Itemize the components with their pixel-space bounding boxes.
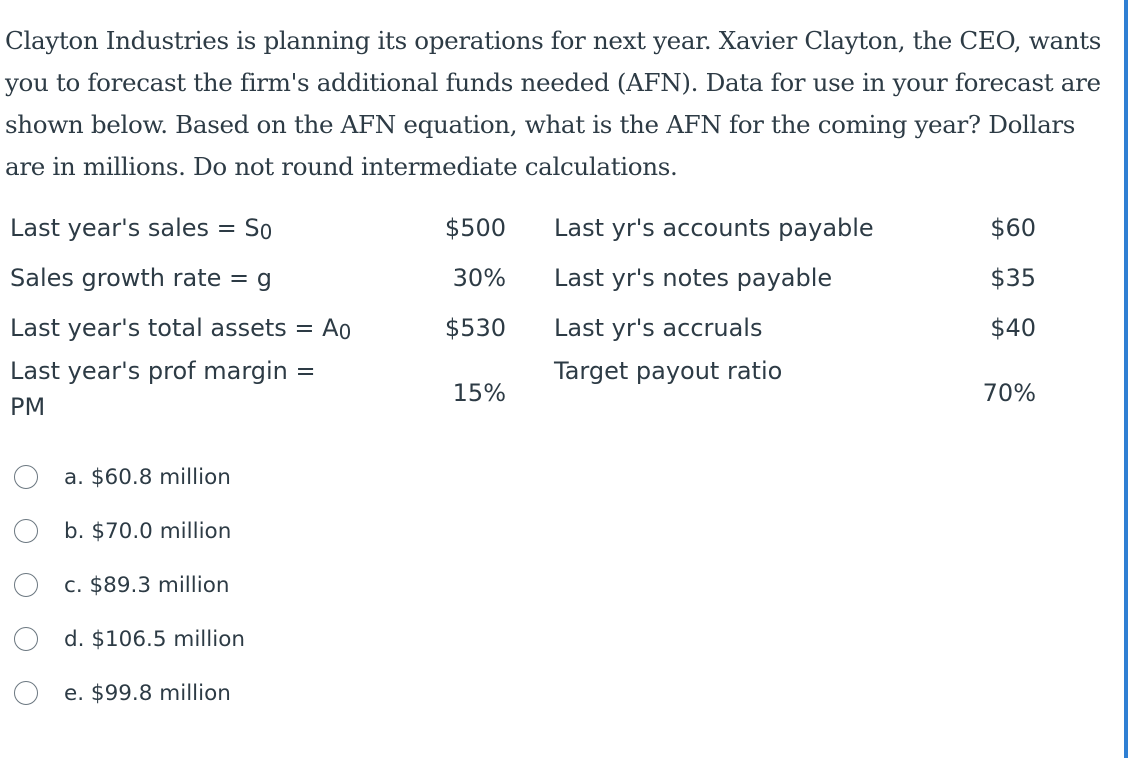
scroll-accent-bar (1124, 0, 1128, 758)
answer-option-c[interactable] (14, 558, 245, 612)
table-label: Last yr's accruals (554, 314, 763, 342)
table-label: Last year's prof margin = PM (10, 357, 316, 421)
radio-button[interactable] (14, 519, 38, 543)
table-value: $530 (444, 314, 506, 342)
table-row (0, 203, 1036, 253)
option-label: c. $89.3 million (64, 572, 230, 598)
radio-button[interactable] (14, 681, 38, 705)
answer-option-b[interactable] (14, 504, 245, 558)
table-value: 30% (452, 264, 506, 292)
table-label: Last yr's notes payable (554, 264, 833, 292)
table-row (0, 303, 1036, 353)
table-label: Sales growth rate = g (10, 264, 272, 292)
question-text: Clayton Industries is planning its operations for next year. Xavier Clayton, the CEO, wants you to forecast the firm's additional funds needed (AFN). Data for use in your forecast are shown below. Based on the AFN equation, what is the AFN for the coming year? Dollars are in millions. Do not round intermediate calculations. (5, 26, 1102, 181)
subscript: 0 (338, 319, 352, 344)
data-table (0, 203, 1036, 433)
answer-options (14, 450, 245, 720)
option-label: a. $60.8 million (64, 464, 231, 490)
table-value: $40 (990, 314, 1036, 342)
option-label: e. $99.8 million (64, 680, 231, 706)
table-label: Target payout ratio (554, 357, 783, 385)
table-label: Last yr's accounts payable (554, 214, 874, 242)
radio-button[interactable] (14, 627, 38, 651)
table-label: Last year's sales = S0 (10, 213, 273, 244)
radio-button[interactable] (14, 573, 38, 597)
radio-button[interactable] (14, 465, 38, 489)
answer-option-d[interactable] (14, 612, 245, 666)
table-row (0, 253, 1036, 303)
table-row (0, 353, 1036, 433)
table-label: Last year's total assets = A0 (10, 313, 352, 344)
option-label: b. $70.0 million (64, 518, 232, 544)
table-value: $35 (990, 264, 1036, 292)
answer-option-a[interactable] (14, 450, 245, 504)
answer-option-e[interactable] (14, 666, 245, 720)
table-value: 15% (452, 379, 506, 407)
table-value: $500 (444, 214, 506, 242)
table-value: $60 (990, 214, 1036, 242)
subscript: 0 (259, 219, 273, 244)
option-label: d. $106.5 million (64, 626, 245, 652)
table-value: 70% (982, 379, 1036, 407)
